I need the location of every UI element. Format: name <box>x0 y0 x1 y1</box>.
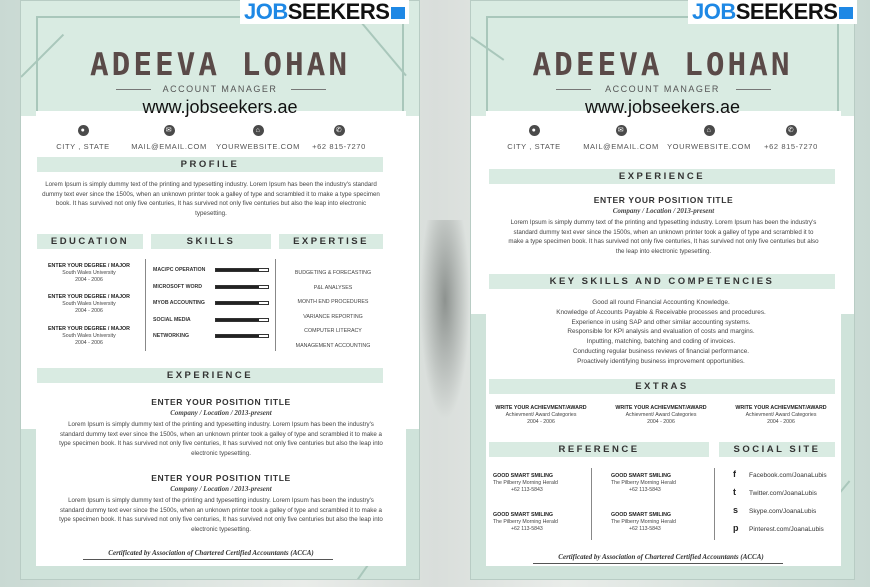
contact-phone: ✆ +62 815-7270 <box>312 127 366 151</box>
website-overlay: www.jobseekers.ae <box>142 97 298 117</box>
social-pinterest[interactable]: p Pinterest.com/JoanaLubis <box>733 523 824 533</box>
extras-header: EXTRAS <box>489 379 835 394</box>
education-item: ENTER YOUR DEGREE / MAJOR South Wales University 2004 - 2006 <box>47 326 131 346</box>
position-subtitle: Company / Location / 2013-present <box>170 485 272 493</box>
skill-level-fill <box>216 302 259 304</box>
jobseekers-logo: JOBSEEKERS <box>688 0 857 24</box>
key-skill-item: Good all round Financial Accounting Knowledge. <box>592 299 730 306</box>
skills-header: SKILLS <box>151 234 271 249</box>
expertise-item: COMPUTER LITERACY <box>304 328 362 334</box>
skill-level-fill <box>216 335 259 337</box>
flower-decoration <box>420 220 470 420</box>
expertise-item: MONTH END PROCEDURES <box>297 299 369 305</box>
expertise-item: BUDGETING & FORECASTING <box>294 270 372 276</box>
skill-level-bar <box>215 334 269 338</box>
jobseekers-logo: JOBSEEKERS <box>240 0 409 24</box>
skill-level-bar <box>215 268 269 272</box>
social-twitter[interactable]: t Twitter.com/JoanaLubis <box>733 487 817 497</box>
key-skill-item: Conducting regular business reviews of financial performance. <box>572 347 750 355</box>
education-item: ENTER YOUR DEGREE / MAJOR South Wales University 2004 - 2006 <box>47 294 131 314</box>
experience-header: EXPERIENCE <box>37 368 383 383</box>
extra-item: WRITE YOUR ACHIEVMENT/AWARD Achievment/ Award Categories 2004 - 2006 <box>735 405 827 425</box>
experience-header: EXPERIENCE <box>489 169 835 184</box>
contact-email: ✉ MAIL@EMAIL.COM <box>131 127 207 151</box>
position-description: Lorem Ipsum is simply dummy text of the printing and typesetting industry. Lorem Ipsum has been the industry's standard dummy text ever since the 1500s, when an unknown printer took a galley of type and scrambled it to make a type specimen book. It has survived not only five centuries, It has survived not only five centuries but also the leap into electronic typesetting. <box>59 497 383 533</box>
position-description: Lorem Ipsum is simply dummy text of the printing and typesetting industry. Lorem Ipsum has been the industry's standard dummy text ever since the 1500s, when an unknown printer took a galley of type and scrambled it to make a type specimen book. It has survived not only five centuries, It has survived not only five centuries but also the leap into electronic typesetting. <box>59 421 383 457</box>
phone-icon: ✆ <box>334 125 345 136</box>
mail-icon: ✉ <box>616 125 627 136</box>
contact-website: ⌂ YOURWEBSITE.COM <box>216 127 300 151</box>
certification-footer: Certificated by Association of Chartered Certified Accountants (ACCA) <box>558 553 764 561</box>
candidate-role: ACCOUNT MANAGER <box>162 84 278 94</box>
education-header: EDUCATION <box>37 234 143 249</box>
candidate-name: ADEEVA LOHAN <box>532 47 793 83</box>
skill-level-bar <box>215 285 269 289</box>
logo-icon <box>839 7 853 19</box>
location-icon: ● <box>78 125 89 136</box>
certification-footer: Certificated by Association of Chartered Certified Accountants (ACCA) <box>108 549 314 557</box>
education-item: ENTER YOUR DEGREE / MAJOR South Wales University 2004 - 2006 <box>47 263 131 283</box>
key-skill-item: Knowledge of Accounts Payable & Receivable processes and procedures. <box>556 308 766 316</box>
expertise-list <box>285 266 381 353</box>
website-overlay: www.jobseekers.ae <box>584 97 741 117</box>
reference-item: GOOD SMART SMILING The Pilberry Morning Herald +62 113-5843 <box>611 473 676 493</box>
resume-page-right <box>470 0 855 580</box>
key-skills-header: KEY SKILLS AND COMPETENCIES <box>489 274 835 289</box>
position-subtitle: Company / Location / 2013-present <box>612 207 715 215</box>
expertise-item: VARIANCE REPORTING <box>303 313 363 320</box>
mail-icon: ✉ <box>164 125 175 136</box>
skill-level-bar <box>215 318 269 322</box>
key-skill-item: Inputting, matching, batching and coding of invoices. <box>586 338 736 346</box>
extra-item: WRITE YOUR ACHIEVMENT/AWARD Achievment/ Award Categories 2004 - 2006 <box>615 405 707 425</box>
logo-icon <box>391 7 405 19</box>
contact-phone: ✆ +62 815-7270 <box>764 127 818 151</box>
social-header: SOCIAL SITE <box>719 442 835 457</box>
social-facebook[interactable]: f Facebook.com/JoanaLubis <box>733 469 827 479</box>
skill-label: MYOB ACCOUNTING <box>153 300 205 306</box>
skill-label: NETWORKING <box>153 333 190 339</box>
facebook-icon: f <box>733 469 736 479</box>
reference-header: REFERENCE <box>489 442 709 457</box>
candidate-name: ADEEVA LOHAN <box>90 47 350 83</box>
resume-page-left <box>20 0 420 580</box>
contact-email: ✉ MAIL@EMAIL.COM <box>583 127 659 151</box>
contact-website: ⌂ YOURWEBSITE.COM <box>667 127 751 151</box>
candidate-role: ACCOUNT MANAGER <box>605 84 720 94</box>
reference-item: GOOD SMART SMILING The Pilberry Morning Herald +62 113-5843 <box>493 512 558 532</box>
skill-level-bar <box>215 301 269 305</box>
profile-header: PROFILE <box>37 157 383 172</box>
home-icon: ⌂ <box>253 125 264 136</box>
contact-city: ● CITY , STATE <box>507 127 561 151</box>
phone-icon: ✆ <box>786 125 797 136</box>
position-description: Lorem Ipsum is simply dummy text of the printing and typesetting industry. Lorem Ipsum has been the industry's standard dummy text ever since the 1500s, when an unknown printer took a galley of type and scrambled it to make a type specimen book. It has survived not only five centuries, It has survived not only five centuries but also the leap into electronic typesetting. <box>508 219 819 255</box>
key-skills-list <box>501 298 821 367</box>
social-skype[interactable]: s Skype.com/JoanaLubis <box>733 505 817 515</box>
skill-level-fill <box>216 286 259 288</box>
position-title: ENTER YOUR POSITION TITLE <box>151 473 291 483</box>
position-title: ENTER YOUR POSITION TITLE <box>151 397 291 407</box>
reference-item: GOOD SMART SMILING The Pilberry Morning Herald +62 113-5843 <box>493 473 558 493</box>
expertise-item: P&L ANALYSES <box>313 284 353 291</box>
contact-city: ● CITY , STATE <box>56 127 110 151</box>
skill-level-fill <box>216 319 259 321</box>
position-subtitle: Company / Location / 2013-present <box>170 409 272 417</box>
extra-item: WRITE YOUR ACHIEVMENT/AWARD Achievment/ Award Categories 2004 - 2006 <box>495 405 587 425</box>
key-skill-item: Responsible for KPI analysis and evaluation of costs and margins. <box>567 328 755 336</box>
skill-level-fill <box>216 269 259 271</box>
skill-label: MAC/PC OPERATION <box>153 267 206 273</box>
expertise-item: MANAGEMENT ACCOUNTING <box>295 342 371 349</box>
pinterest-icon: p <box>733 523 739 533</box>
key-skill-item: Experience in using SAP and other similar accounting systems. <box>571 318 751 326</box>
expertise-header: EXPERTISE <box>279 234 383 249</box>
location-icon: ● <box>529 125 540 136</box>
twitter-icon: t <box>733 487 736 497</box>
profile-text: Lorem Ipsum is simply dummy text of the printing and typesetting industry. Lorem Ipsum has been the industry's standard dummy text ever since the 1500s, when an unknown printer took a galley of type and scrambled it to make a type specimen book. It has survived not only five centuries, It has survived not only five centuries but also the leap into electronic typesetting. <box>42 181 380 217</box>
reference-item: GOOD SMART SMILING The Pilberry Morning Herald +62 113-5843 <box>611 512 676 532</box>
key-skill-item: Proactively identifying business improvement opportunities. <box>577 357 745 365</box>
skype-icon: s <box>733 505 739 515</box>
position-title: ENTER YOUR POSITION TITLE <box>593 195 734 205</box>
skill-label: SOCIAL MEDIA <box>153 316 191 323</box>
home-icon: ⌂ <box>704 125 715 136</box>
skill-label: MICROSOFT WORD <box>153 283 202 290</box>
